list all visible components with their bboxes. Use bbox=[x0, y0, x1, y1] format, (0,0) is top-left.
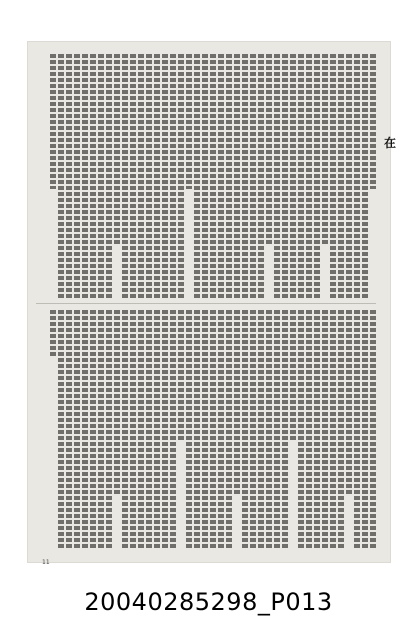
text-column bbox=[242, 54, 248, 300]
text-column bbox=[242, 310, 248, 548]
text-column bbox=[130, 54, 136, 300]
text-column bbox=[338, 310, 344, 548]
text-column bbox=[194, 54, 200, 300]
scanned-page bbox=[28, 42, 397, 566]
text-column bbox=[90, 54, 96, 300]
text-column bbox=[306, 54, 312, 300]
text-column bbox=[226, 310, 232, 548]
text-column bbox=[282, 54, 288, 300]
text-column bbox=[346, 310, 352, 496]
text-column bbox=[50, 310, 56, 358]
text-column bbox=[338, 54, 344, 300]
text-column bbox=[138, 310, 144, 548]
text-column bbox=[314, 54, 320, 300]
text-column bbox=[298, 54, 304, 300]
text-column bbox=[210, 54, 216, 300]
text-column bbox=[90, 310, 96, 548]
text-column bbox=[170, 54, 176, 300]
page-heading-char: 在 bbox=[384, 136, 397, 150]
text-column bbox=[170, 310, 176, 548]
text-column bbox=[290, 310, 296, 441]
text-column bbox=[146, 310, 152, 548]
text-column bbox=[50, 54, 56, 189]
text-column bbox=[162, 310, 168, 548]
text-column bbox=[218, 310, 224, 548]
text-column bbox=[362, 310, 368, 548]
text-column bbox=[178, 310, 184, 441]
text-column bbox=[274, 54, 280, 300]
text-column bbox=[74, 54, 80, 300]
text-columns bbox=[36, 54, 376, 566]
text-column bbox=[138, 54, 144, 300]
text-column bbox=[282, 310, 288, 548]
text-column bbox=[330, 310, 336, 548]
text-column bbox=[130, 310, 136, 548]
text-column bbox=[74, 310, 80, 548]
text-column bbox=[82, 54, 88, 300]
text-column bbox=[370, 310, 376, 548]
text-column bbox=[146, 54, 152, 300]
text-column bbox=[82, 310, 88, 548]
text-column bbox=[122, 54, 128, 300]
text-column bbox=[370, 54, 376, 189]
text-column bbox=[98, 310, 104, 548]
text-column bbox=[234, 310, 240, 496]
text-column bbox=[202, 54, 208, 300]
page-number: 11 bbox=[42, 559, 50, 566]
text-column bbox=[258, 310, 264, 548]
text-column bbox=[346, 54, 352, 300]
text-column bbox=[58, 54, 64, 300]
text-column bbox=[274, 310, 280, 548]
text-column bbox=[210, 310, 216, 548]
text-column bbox=[154, 54, 160, 300]
text-column bbox=[106, 54, 112, 300]
text-column bbox=[306, 310, 312, 548]
text-column bbox=[178, 54, 184, 300]
text-column bbox=[250, 54, 256, 300]
text-column bbox=[218, 54, 224, 300]
text-column bbox=[106, 310, 112, 548]
top-text-band bbox=[36, 54, 376, 300]
text-column bbox=[354, 310, 360, 548]
text-column bbox=[250, 310, 256, 548]
text-column bbox=[98, 54, 104, 300]
text-column bbox=[322, 54, 328, 246]
text-column bbox=[314, 310, 320, 548]
text-column bbox=[194, 310, 200, 548]
text-column bbox=[234, 54, 240, 300]
text-column bbox=[114, 310, 120, 496]
text-column bbox=[202, 310, 208, 548]
text-column bbox=[66, 310, 72, 548]
text-column bbox=[266, 310, 272, 548]
text-column bbox=[162, 54, 168, 300]
text-column bbox=[186, 310, 192, 548]
text-column bbox=[362, 54, 368, 300]
text-column bbox=[154, 310, 160, 548]
text-column bbox=[290, 54, 296, 300]
text-column bbox=[330, 54, 336, 300]
bottom-text-band bbox=[36, 310, 376, 548]
text-column bbox=[122, 310, 128, 548]
text-column bbox=[226, 54, 232, 300]
band-divider bbox=[36, 303, 376, 304]
text-column bbox=[354, 54, 360, 300]
image-caption: 20040285298_P013 bbox=[84, 588, 333, 616]
text-column bbox=[186, 54, 192, 189]
text-column bbox=[66, 54, 72, 300]
text-column bbox=[258, 54, 264, 300]
text-column bbox=[58, 310, 64, 548]
text-column bbox=[298, 310, 304, 548]
text-column bbox=[114, 54, 120, 246]
text-column bbox=[266, 54, 272, 246]
text-column bbox=[322, 310, 328, 548]
